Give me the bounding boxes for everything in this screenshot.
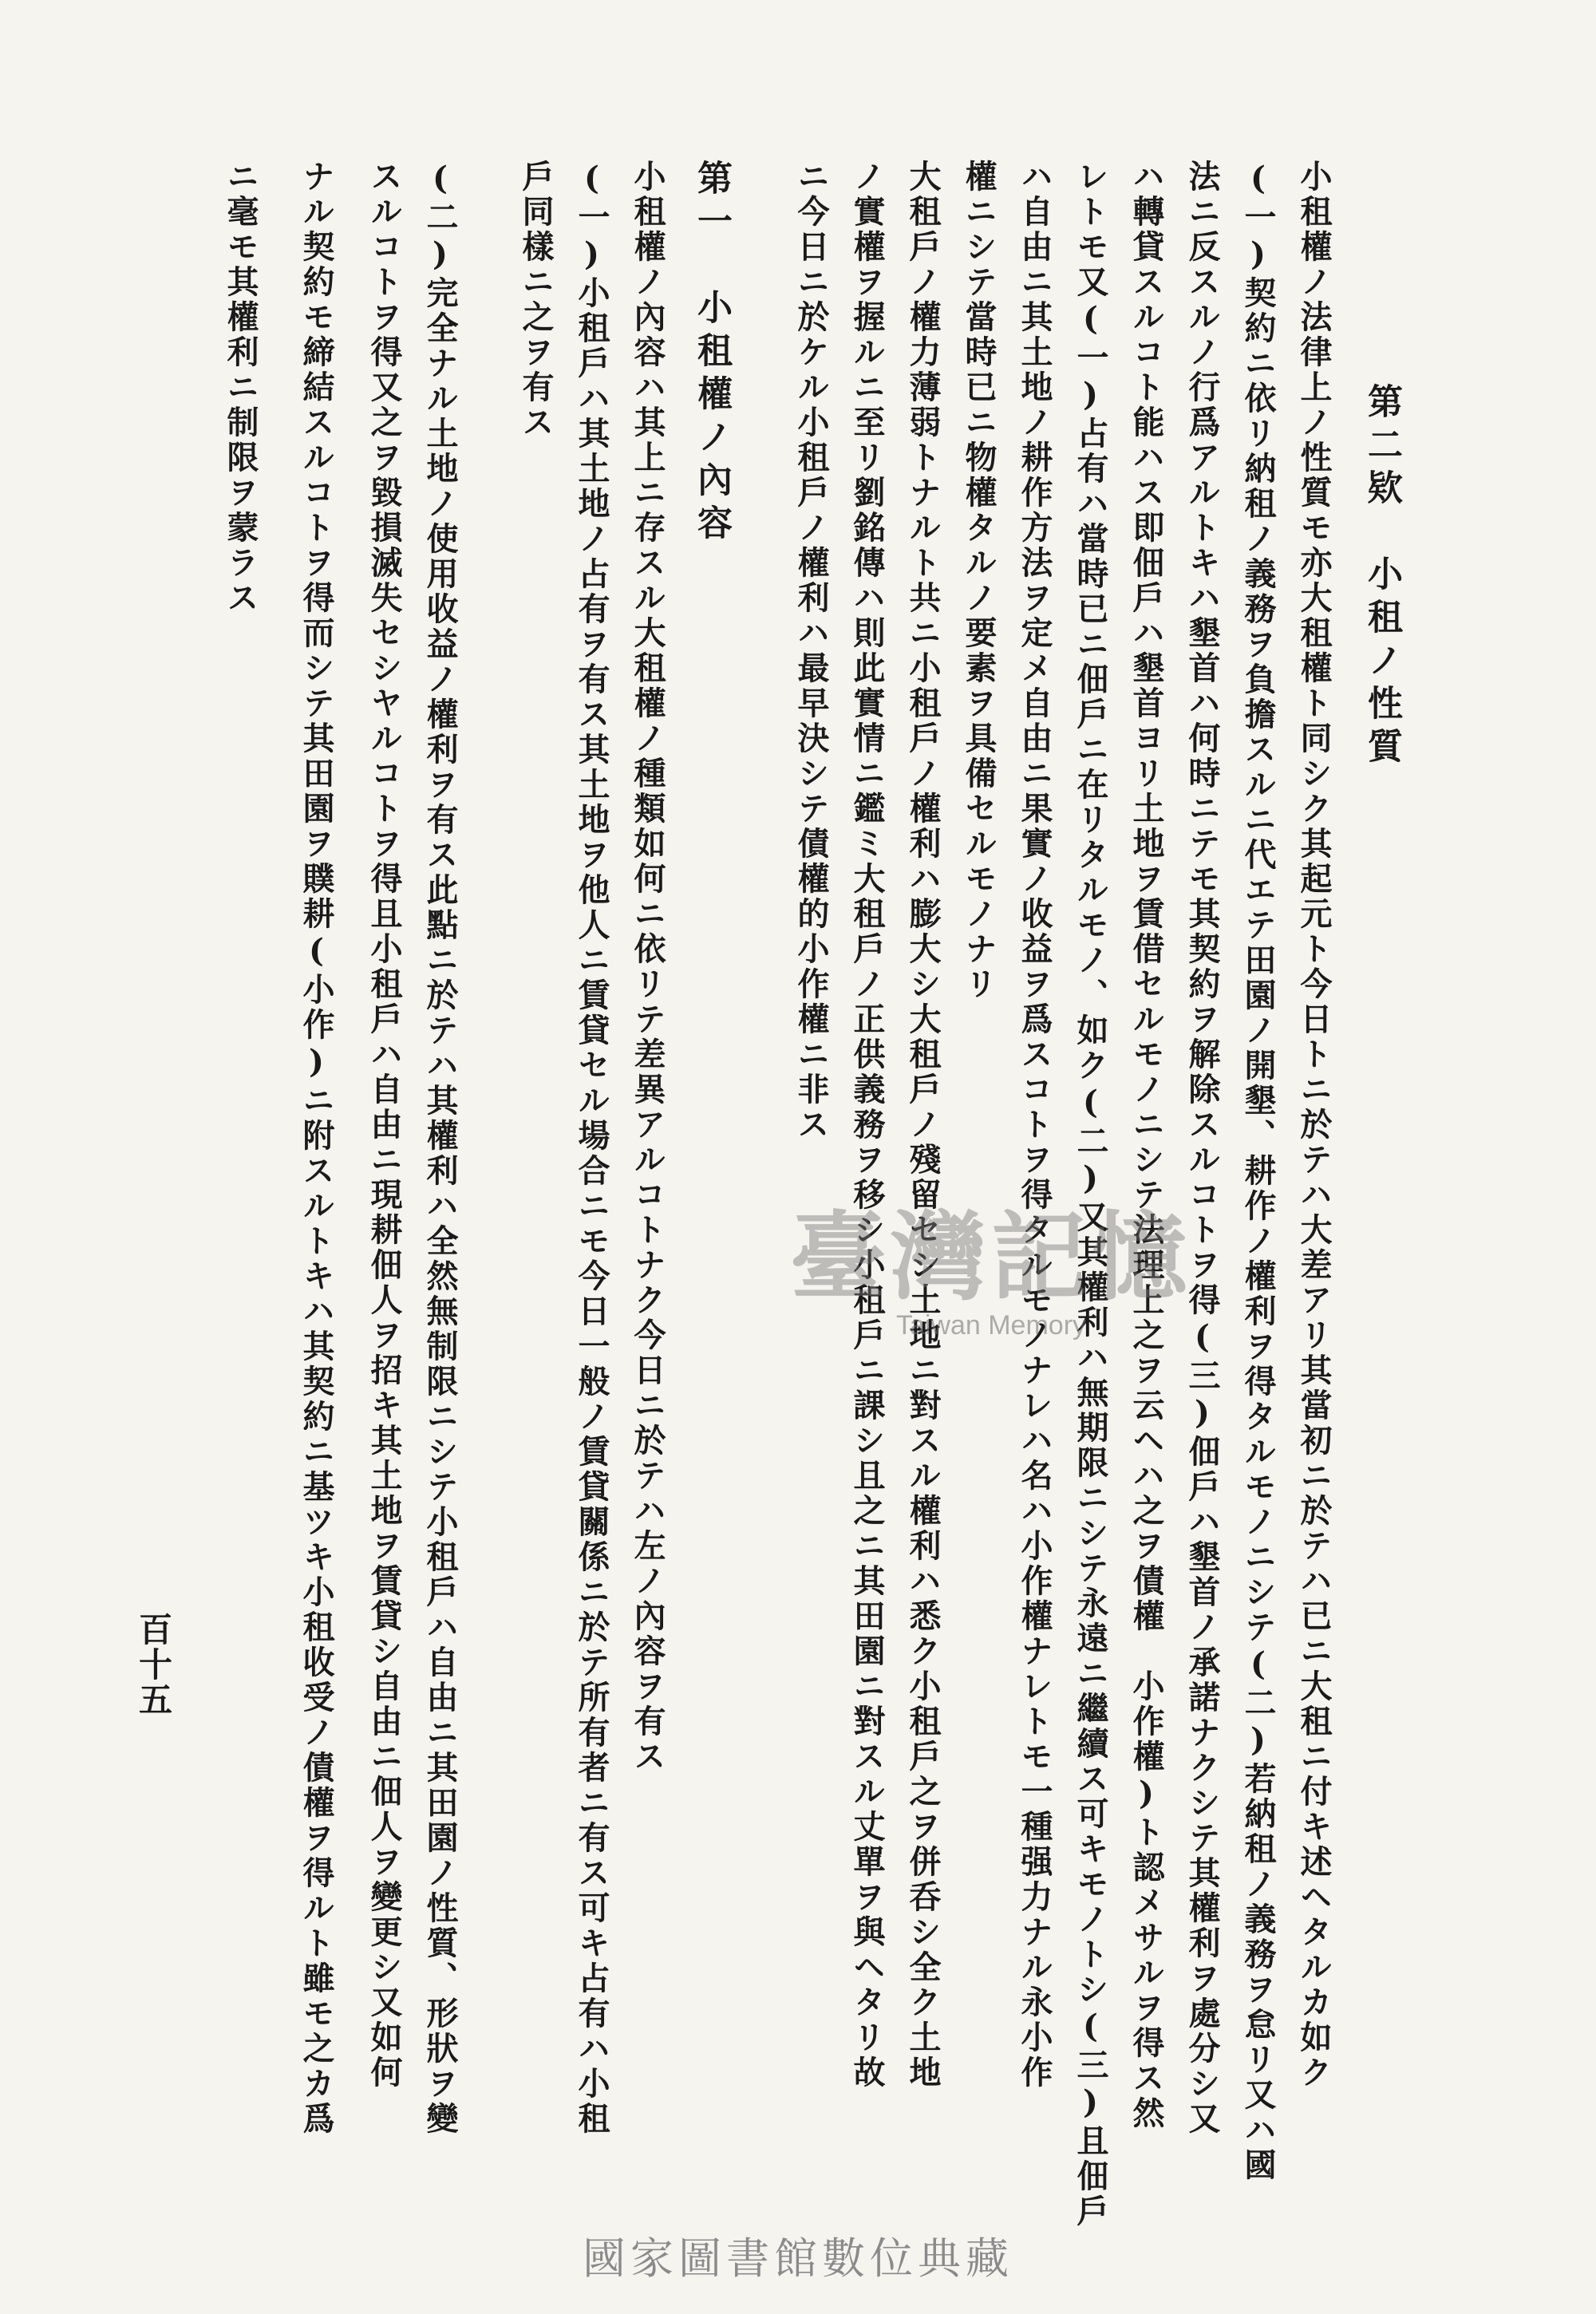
text-column: ニ今日ニ於ケル小租戶ノ權利ハ最早決シテ債權的小作權ニ非ス [792,160,830,1143]
text-column: ハ自由ニ其土地ノ耕作方法ヲ定メ自由ニ果實ノ收益ヲ爲スコトヲ得タルモノナレハ名ハ小作權ナレトモ一種强力ナル永小作 [1016,160,1053,2091]
text-column: レトモ又(一)占有ハ當時已ニ佃戶ニ在リタルモノ、如ク(二)又其權利ハ無期限ニシテ永遠ニ繼續ス可キモノトシ(三)且佃戶 [1072,160,1109,2229]
section-heading: 第二欵 小租ノ性質 [1361,383,1402,771]
text-column: 權ニシテ當時已ニ物權タルノ要素ヲ具備セルモノナリ [960,160,998,1002]
page-number: 百十五 [134,1612,173,1717]
text-column: 小租權ノ內容ハ其上ニ存スル大租權ノ種類如何ニ依リテ差異アルコトナク今日ニ於テハ左ノ內容ヲ有ス [629,160,666,1775]
watermark-main: 臺灣記憶 [790,1201,1192,1313]
text-column: ニ毫モ其權利ニ制限ヲ蒙ラス [222,160,259,616]
text-column: ハ轉貸スルコト能ハス即佃戶ハ墾首ヨリ土地ヲ賃借セルモノニシテ法理上之ヲ云ヘハ之ヲ債權 小作權)ト認メサルヲ得ス然 [1128,160,1165,2131]
watermark-logo [790,1181,1192,1341]
text-column: スルコトヲ得又之ヲ毀損滅失セシヤルコトヲ得且小租戶ハ自由ニ現耕佃人ヲ招キ其土地ヲ賃貸シ自由ニ佃人ヲ變更シ又如何 [365,160,403,2091]
text-column: (二)完全ナル土地ノ使用收益ノ權利ヲ有ス此點ニ於テハ其權利ハ全然無制限ニシテ小租戶ハ自由ニ其田園ノ性質、形狀ヲ變 [421,160,459,2137]
text-column: 小租權ノ法律上ノ性質モ亦大租權ト同シク其起元ト今日トニ於テハ大差アリ其當初ニ於テハ已ニ大租ニ付キ述ヘタルカ如ク [1295,160,1333,2091]
text-column: ナル契約モ締結スルコトヲ得而シテ其田園ヲ贌耕(小作)ニ附スルトキハ其契約ニ基ツキ小租收受ノ債權ヲ得ルト雖モ之カ爲 [298,160,335,2137]
footer-caption: 國家圖書館數位典藏 [583,2233,1013,2284]
text-column: 法ニ反スルノ行爲アルトキハ墾首ハ何時ニテモ其契約ヲ解除スルコトヲ得(三)佃戶ハ墾首ノ承諾ナクシテ其權利ヲ處分シ又 [1183,160,1221,2137]
watermark-sub: Taiwan Memory [895,1310,1087,1341]
text-column: 戶同樣ニ之ヲ有ス [517,160,555,440]
text-column: ノ實權ヲ握ルニ至リ劉銘傳ハ則此實情ニ鑑ミ大租戶ノ正供義務ヲ移シ小租戶ニ課シ且之ニ其田園ニ對スル丈單ヲ與ヘタリ故 [848,160,886,2091]
subsection-heading: 第一 小租權ノ內容 [691,160,732,547]
text-column: (一)小租戶ハ其土地ノ占有ヲ有ス其土地ヲ他人ニ賃貸セル場合ニモ今日一般ノ賃貸關係ニ於テ所有者ニ有ス可キ占有ハ小租 [573,160,610,2137]
text-column: (一)契約ニ依リ納租ノ義務ヲ負擔スルニ代エテ田園ノ開墾、耕作ノ權利ヲ得タルモノニシテ(二)若納租ノ義務ヲ怠リ又ハ國 [1239,160,1277,2183]
text-column: 大租戶ノ權力薄弱トナルト共ニ小租戶ノ權利ハ膨大シ大租戶ノ殘留セシ土地ニ對スル權利ハ悉ク小租戶之ヲ併呑シ全ク土地 [904,160,942,2091]
